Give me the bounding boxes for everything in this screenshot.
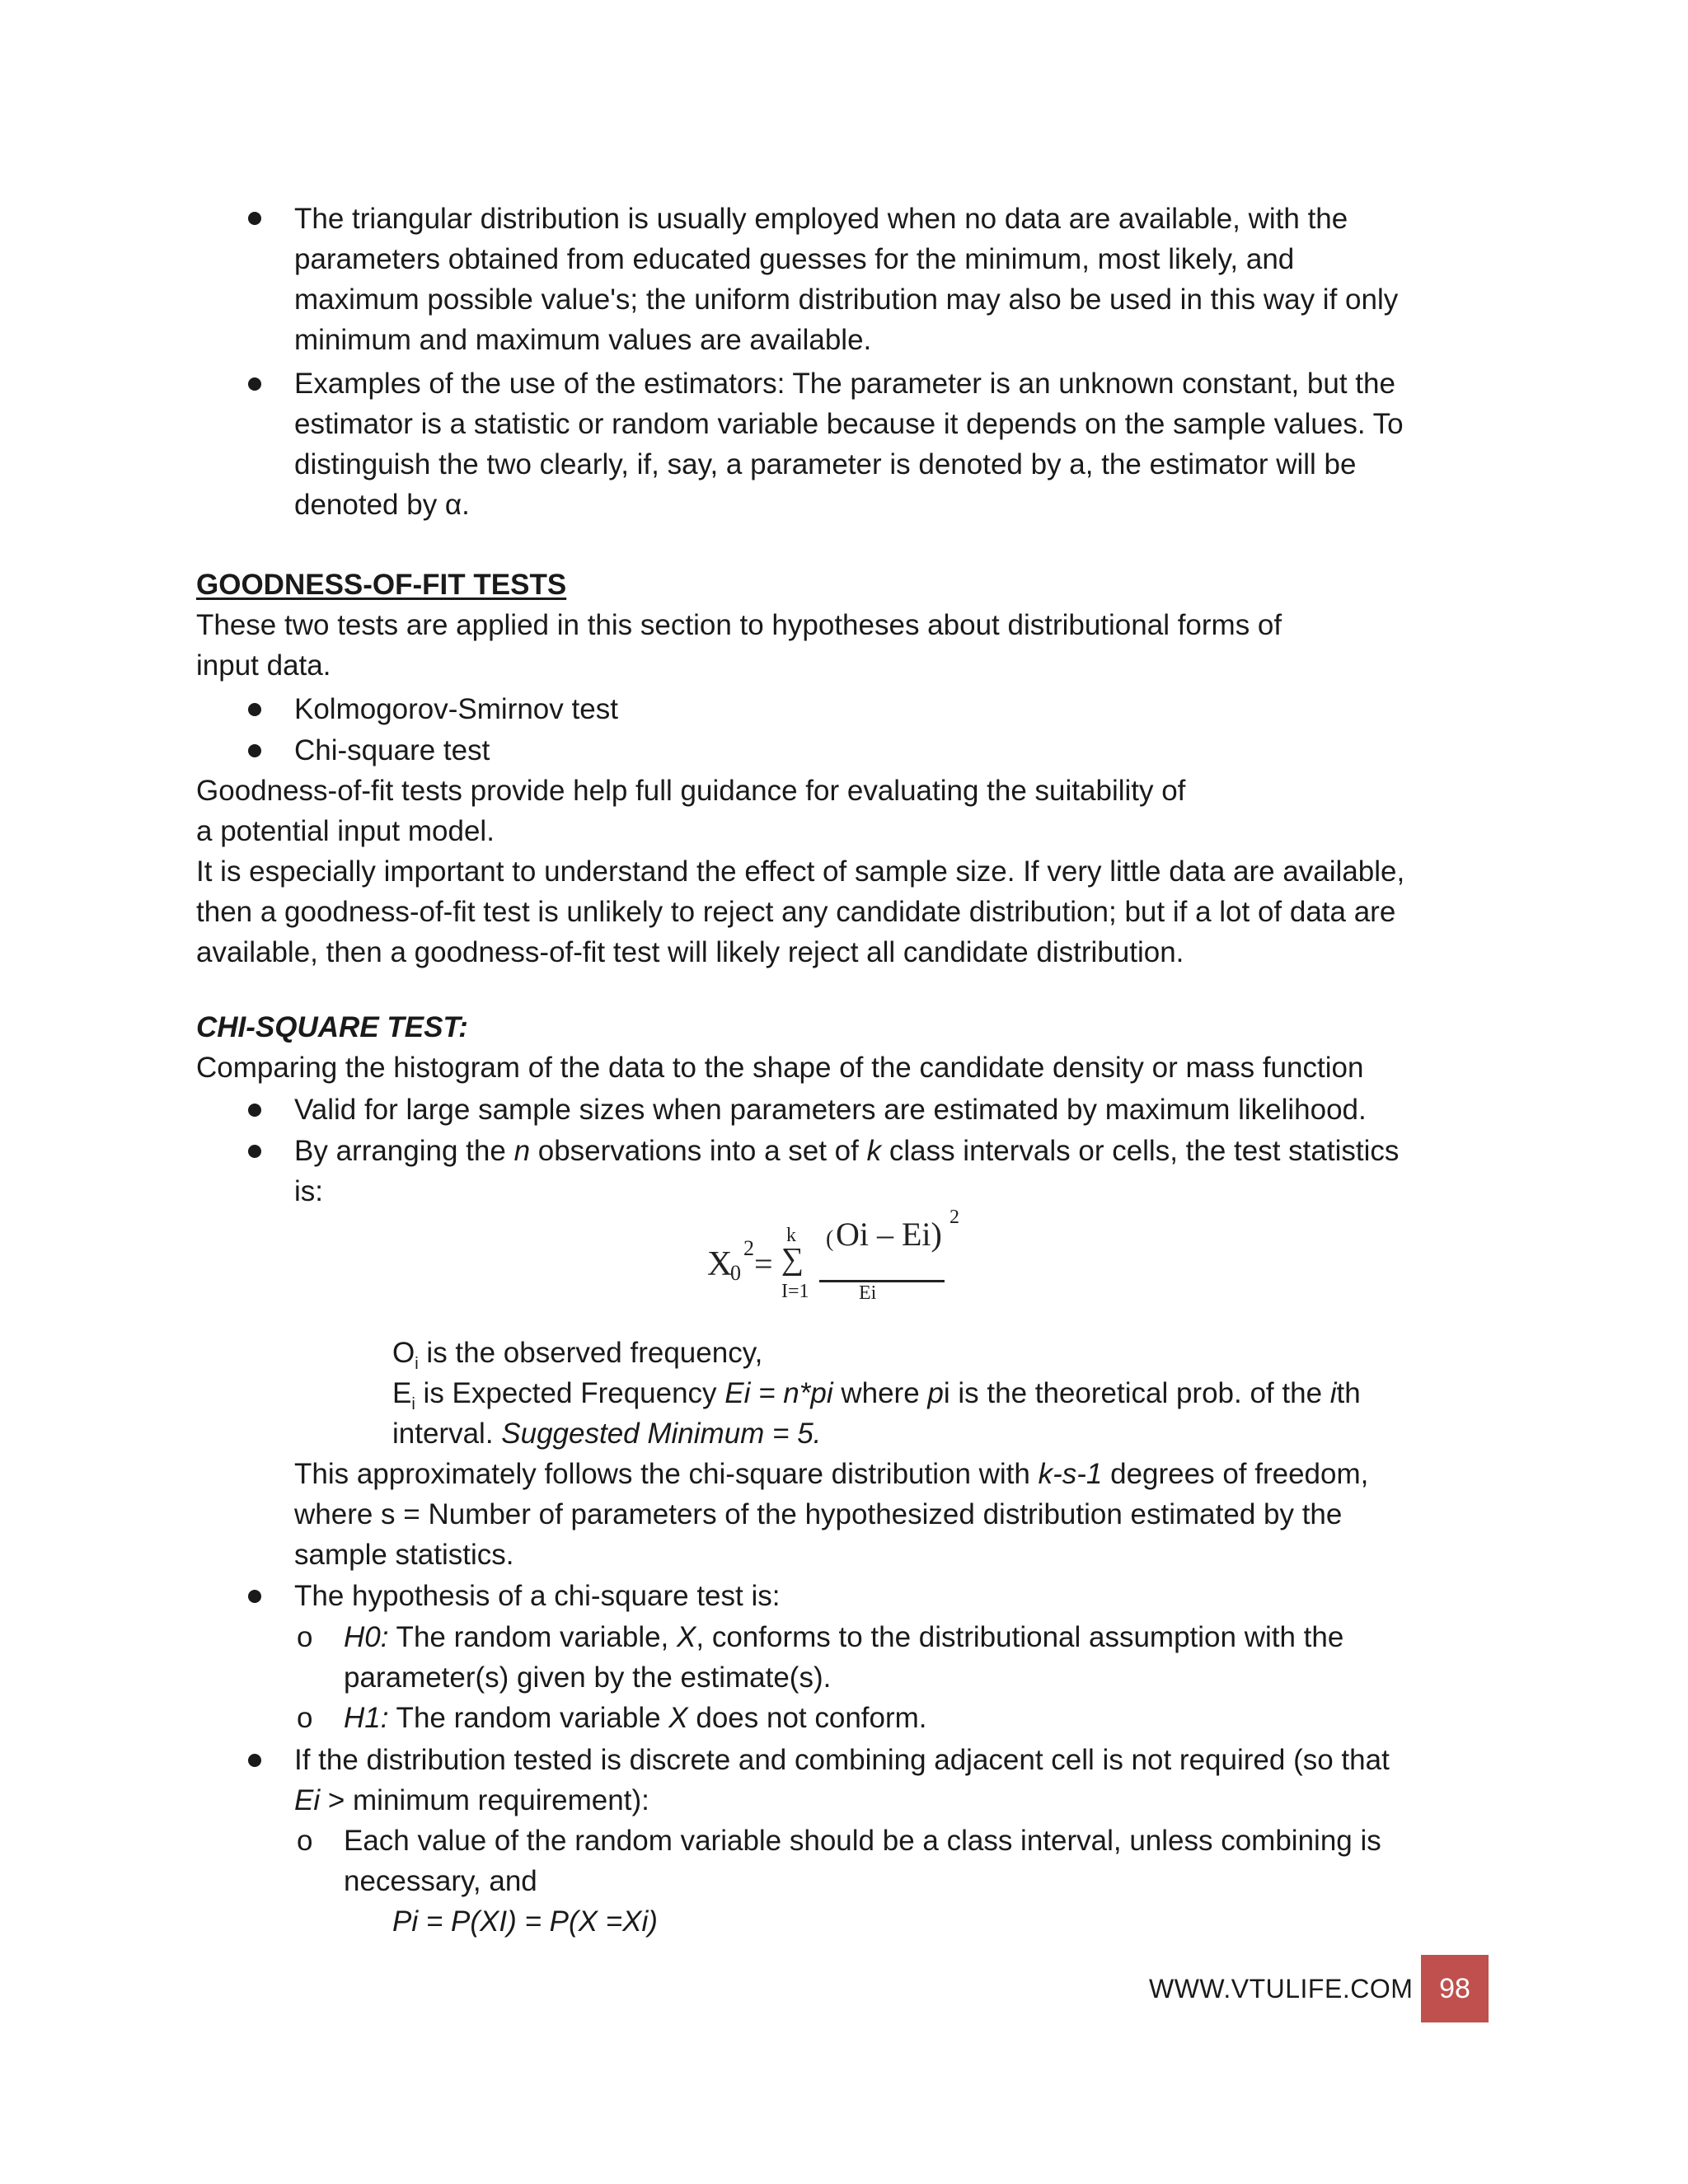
- test-ks: Kolmogorov-Smirnov test: [294, 693, 618, 725]
- chi-valid: Valid for large sample sizes when parameters are estimated by maximum likelihood.: [294, 1094, 1367, 1126]
- bullet-ks-test: [248, 703, 261, 716]
- h1-text-2: does not conform.: [687, 1702, 927, 1734]
- estimators-line-1: Examples of the use of the estimators: The parameter is an unknown constant, but the: [294, 368, 1395, 400]
- estimators-line-3: distinguish the two clearly, if, say, a parameter is denoted by a, the estimator will be: [294, 448, 1357, 480]
- ei-text-3: i is the theoretical prob. of the: [943, 1377, 1330, 1409]
- discrete-text: > minimum requirement):: [320, 1784, 649, 1816]
- estimators-line-2: estimator is a statistic or random variable because it depends on the sample values. To: [294, 408, 1404, 440]
- bullet-estimators: [248, 377, 261, 391]
- bullet-arrange: [248, 1145, 261, 1158]
- h0-x: X: [677, 1621, 696, 1653]
- formula-sub-0: 0: [730, 1261, 741, 1285]
- oi-letter: O: [392, 1337, 415, 1369]
- ei-definition-line-2: [392, 1413, 821, 1454]
- chi-arrange-line-1: [294, 1131, 1399, 1171]
- approx-text-1: This approximately follows the chi-square distribution with: [294, 1458, 1039, 1490]
- arrange-k: k: [866, 1135, 882, 1167]
- arrange-text-2: observations into a set of: [530, 1135, 867, 1167]
- ei-formula: Ei = n*pi: [724, 1377, 833, 1409]
- ei2-suggested: Suggested Minimum = 5.: [501, 1418, 822, 1450]
- h0-text-1: The random variable,: [388, 1621, 678, 1653]
- triangular-line-2: parameters obtained from educated guesses for the minimum, most likely, and: [294, 243, 1295, 275]
- page-number: 98: [1421, 1955, 1489, 2022]
- ei-text-2: where: [832, 1377, 928, 1409]
- approx-line-2: where s = Number of parameters of the hypothesized distribution estimated by the: [294, 1498, 1343, 1530]
- goodness-intro-1: These two tests are applied in this section to hypotheses about distributional forms of: [196, 609, 1282, 641]
- approx-dof: k-s-1: [1038, 1458, 1103, 1490]
- bullet-chi-test: [248, 744, 261, 757]
- each-marker: o: [297, 1825, 313, 1857]
- each-line-1: Each value of the random variable should be a class interval, unless combining is: [344, 1825, 1381, 1857]
- arrange-text-3: class intervals or cells, the test statistics: [881, 1135, 1400, 1167]
- triangular-line-3: maximum possible value's; the uniform distribution may also be used in this way if only: [294, 284, 1399, 316]
- formula-sup-2: 2: [743, 1236, 754, 1260]
- arrange-text-1: By arranging the: [294, 1135, 514, 1167]
- h0-text-2: , conforms to the distributional assumption with the: [696, 1621, 1344, 1653]
- goodness-para2-line-3: available, then a goodness-of-fit test will likely reject all candidate distribution.: [196, 936, 1184, 968]
- oi-text: is the observed frequency,: [418, 1337, 763, 1369]
- formula-num-sup: 2: [950, 1207, 959, 1228]
- bullet-hypothesis: [248, 1590, 261, 1603]
- h1-label: H1:: [344, 1702, 389, 1734]
- h0-marker: o: [297, 1621, 313, 1653]
- approx-text-2: degrees of freedom,: [1102, 1458, 1369, 1490]
- footer-site: WWW.VTULIFE.COM: [1149, 1974, 1414, 2004]
- goodness-para2-line-1: It is especially important to understand the effect of sample size. If very little data are available,: [196, 855, 1405, 888]
- discrete-line-2: [294, 1780, 649, 1821]
- formula-numerator: Oi – Ei): [836, 1216, 942, 1253]
- h1-x: X: [668, 1702, 688, 1734]
- arrange-n: n: [513, 1135, 531, 1167]
- formula-denominator: Ei: [859, 1282, 877, 1304]
- chi-arrange-line-2: is:: [294, 1175, 323, 1207]
- formula-paren: (: [826, 1226, 834, 1252]
- goodness-heading: GOODNESS-OF-FIT TESTS: [196, 569, 567, 601]
- ei-letter: E: [392, 1377, 412, 1409]
- goodness-intro-2: input data.: [196, 649, 331, 682]
- h0-label: H0:: [344, 1621, 389, 1653]
- formula-equals: =: [754, 1245, 773, 1282]
- hypothesis-heading: The hypothesis of a chi-square test is:: [294, 1580, 781, 1612]
- h0-line-2: parameter(s) given by the estimate(s).: [344, 1661, 832, 1694]
- h0-line-1: [344, 1617, 1343, 1657]
- oi-sub: i: [415, 1355, 419, 1373]
- h1-text-1: The random variable: [388, 1702, 669, 1734]
- h1-marker: o: [297, 1702, 313, 1734]
- triangular-line-1: The triangular distribution is usually employed when no data are available, with the: [294, 203, 1348, 235]
- goodness-para1-line-2: a potential input model.: [196, 815, 495, 847]
- chi-intro: Comparing the histogram of the data to the shape of the candidate density or mass function: [196, 1052, 1364, 1084]
- discrete-ei: Ei: [294, 1784, 321, 1816]
- formula-sigma: ∑: [781, 1242, 804, 1277]
- h1-line: [344, 1698, 927, 1738]
- ei-p: p: [927, 1377, 944, 1409]
- discrete-line-1: If the distribution tested is discrete and combining adjacent cell is not required (so that: [294, 1744, 1390, 1776]
- pi-formula: Pi = P(XI) = P(X =Xi): [392, 1905, 658, 1938]
- ei2-text: interval.: [392, 1418, 502, 1450]
- triangular-line-4: minimum and maximum values are available.: [294, 324, 872, 356]
- bullet-discrete: [248, 1754, 261, 1767]
- formula-x: X: [707, 1245, 733, 1283]
- ei-i: i: [1329, 1377, 1337, 1409]
- ei-sub: i: [411, 1395, 415, 1413]
- estimators-line-4: denoted by α.: [294, 489, 470, 521]
- bullet-valid: [248, 1104, 261, 1117]
- chi-heading: CHI-SQUARE TEST:: [196, 1011, 468, 1043]
- approx-line-1: [294, 1454, 1368, 1494]
- each-line-2: necessary, and: [344, 1865, 537, 1897]
- formula-upper-k: k: [786, 1225, 796, 1246]
- bullet-triangular: [248, 212, 261, 225]
- ei-text-1: is Expected Frequency: [415, 1377, 725, 1409]
- ei-text-4: th: [1336, 1377, 1361, 1409]
- approx-line-3: sample statistics.: [294, 1539, 514, 1571]
- goodness-para1-line-1: Goodness-of-fit tests provide help full guidance for evaluating the suitability of: [196, 775, 1186, 807]
- test-chi: Chi-square test: [294, 734, 490, 766]
- formula-lower: I=1: [781, 1281, 809, 1302]
- formula-fraction-bar: [819, 1280, 945, 1282]
- goodness-para2-line-2: then a goodness-of-fit test is unlikely to reject any candidate distribution; but if a lot of data are: [196, 896, 1396, 928]
